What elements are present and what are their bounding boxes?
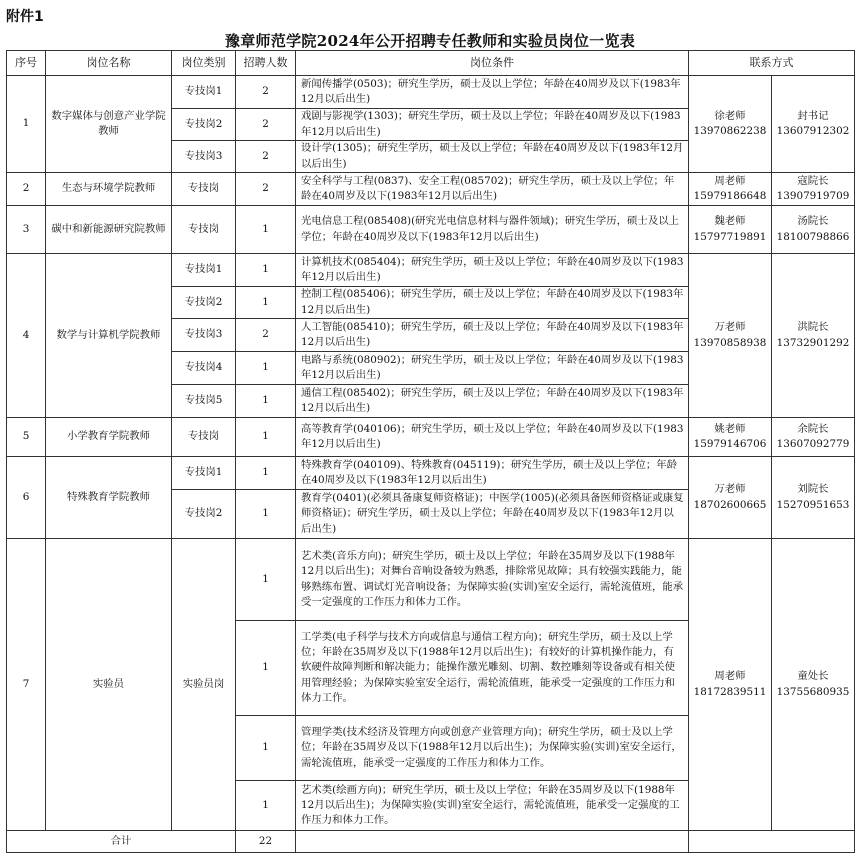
contact-1-cell — [689, 76, 772, 173]
contact-2-cell — [772, 173, 855, 206]
condition-cell: 电路与系统(080902)；研究生学历，硕士及以上学位；年龄在40周岁及以下(1983年12月以后出生) — [296, 352, 689, 385]
total-row — [7, 831, 855, 853]
condition-cell: 教育学(0401)(必须具备康复师资格证)；中医学(1005)(必须具备医师资格证或康复师资格证)；研究生学历，硕士及以上学位；年龄在40周岁及以下(1983年12月以后出生) — [296, 490, 689, 539]
header-row — [7, 51, 855, 76]
count-cell: 1 — [236, 539, 296, 621]
contact-name: 洪院长 — [797, 321, 829, 334]
contact-phone: 15979186648 — [693, 190, 767, 202]
seq-cell: 5 — [7, 418, 46, 457]
count-cell: 2 — [236, 141, 296, 173]
seq-cell: 7 — [7, 539, 46, 831]
type-cell: 专技岗 — [172, 206, 236, 254]
contact-phone: 13732901292 — [776, 336, 850, 349]
contact-phone: 15270951653 — [776, 498, 850, 511]
contact-2-cell — [772, 457, 855, 539]
table-row — [7, 76, 855, 109]
contact-1-cell — [689, 457, 772, 539]
contact-1-cell — [689, 539, 772, 831]
contact-name: 汤院长 — [797, 215, 829, 228]
table-title: 豫章师范学院2024年公开招聘专任教师和实验员岗位一览表 — [224, 32, 636, 50]
header-condition: 岗位条件 — [296, 51, 689, 76]
condition-cell: 通信工程(085402)；研究生学历，硕士及以上学位；年龄在40周岁及以下(1983年12月以后出生) — [296, 385, 689, 418]
contact-name: 周老师 — [714, 670, 746, 683]
attachment-label: 附件1 — [6, 9, 44, 25]
position-name-cell: 碳中和新能源研究院教师 — [46, 206, 172, 254]
contact-name: 万老师 — [714, 483, 746, 496]
contact-2-cell — [772, 206, 855, 254]
table-row — [7, 206, 855, 254]
type-cell: 专技岗 — [172, 418, 236, 457]
condition-cell: 安全科学与工程(0837)、安全工程(085702)；研究生学历，硕士及以上学位；年龄在40周岁及以下(1983年12月以后出生) — [296, 173, 689, 206]
seq-cell: 6 — [7, 457, 46, 539]
header-name: 岗位名称 — [46, 51, 172, 76]
seq-cell: 2 — [7, 173, 46, 206]
contact-name: 周老师 — [714, 174, 746, 187]
contact-phone: 18100798866 — [776, 230, 850, 243]
contact-name: 寇院长 — [797, 174, 829, 187]
contact-phone: 18172839511 — [693, 685, 767, 698]
condition-cell: 特殊教育学(040109)、特殊教育(045119)；研究生学历，硕士及以上学位；年龄在40周岁及以下(1983年12月以后出生) — [296, 457, 689, 490]
table-row — [7, 254, 855, 287]
condition-cell: 戏剧与影视学(1303)；研究生学历，硕士及以上学位；年龄在40周岁及以下(1983年12月以后出生) — [296, 109, 689, 141]
seq-cell: 1 — [7, 76, 46, 173]
header-seq: 序号 — [7, 51, 46, 76]
count-cell: 1 — [236, 418, 296, 457]
count-cell: 1 — [236, 254, 296, 287]
contact-2-cell — [772, 539, 855, 831]
contact-name: 刘院长 — [797, 483, 829, 496]
condition-cell: 高等教育学(040106)；研究生学历，硕士及以上学位；年龄在40周岁及以下(1983年12月以后出生) — [296, 418, 689, 457]
contact-1-cell — [689, 418, 772, 457]
condition-cell: 人工智能(085410)；研究生学历，硕士及以上学位；年龄在40周岁及以下(1983年12月以后出生) — [296, 319, 689, 352]
condition-cell: 设计学(1305)；研究生学历，硕士及以上学位；年龄在40周岁及以下(1983年12月以后出生) — [296, 141, 689, 173]
condition-cell: 艺术类(绘画方向)；研究生学历，硕士及以上学位；年龄在35周岁及以下(1988年12月以后出生)；为保障实验(实训)室安全运行，需轮流值班，能承受一定强度的工作压力和体力工作。 — [296, 781, 689, 831]
contact-2-cell — [772, 254, 855, 418]
position-name-cell: 小学教育学院教师 — [46, 418, 172, 457]
contact-phone: 13970862238 — [693, 125, 767, 137]
total-empty-cell — [689, 831, 855, 853]
condition-cell: 工学类(电子科学与技术方向或信息与通信工程方向)；研究生学历，硕士及以上学位；年龄在35周岁及以下(1988年12月以后出生)；有较好的计算机操作能力，有软硬件故障判断和解决能力；能操作激光雕刻、切割、数控雕刻等设备或有相关使用管理经验；为保障实验室安全运行，需轮流值班，能承受一定强度的工作压力和体力工作。 — [296, 621, 689, 716]
contact-phone: 15979146706 — [693, 438, 767, 450]
count-cell: 1 — [236, 621, 296, 716]
contact-phone: 15797719891 — [693, 230, 767, 243]
table-row — [7, 539, 855, 621]
contact-name: 万老师 — [714, 321, 746, 334]
type-cell: 实验员岗 — [172, 539, 236, 831]
count-cell: 1 — [236, 716, 296, 781]
type-cell: 专技岗3 — [172, 319, 236, 352]
contact-1-cell — [689, 206, 772, 254]
type-cell: 专技岗 — [172, 173, 236, 206]
seq-cell: 4 — [7, 254, 46, 418]
contact-phone: 18702600665 — [693, 498, 767, 511]
position-name-cell: 数学与计算机学院教师 — [46, 254, 172, 418]
count-cell: 2 — [236, 109, 296, 141]
contact-1-cell — [689, 173, 772, 206]
position-name-cell: 生态与环境学院教师 — [46, 173, 172, 206]
type-cell: 专技岗1 — [172, 254, 236, 287]
count-cell: 2 — [236, 76, 296, 109]
contact-name: 余院长 — [797, 422, 829, 435]
contact-name: 魏老师 — [714, 215, 746, 228]
type-cell: 专技岗1 — [172, 76, 236, 109]
type-cell: 专技岗3 — [172, 141, 236, 173]
table-row — [7, 457, 855, 490]
condition-cell: 管理学类(技术经济及管理方向或创意产业管理方向)；研究生学历，硕士及以上学位；年龄在35周岁及以下(1988年12月以后出生)；为保障实验(实训)室安全运行，需轮流值班，能承受一定强度的工作压力和体力工作。 — [296, 716, 689, 781]
type-cell: 专技岗2 — [172, 109, 236, 141]
count-cell: 1 — [236, 490, 296, 539]
type-cell: 专技岗2 — [172, 287, 236, 319]
table-row — [7, 173, 855, 206]
type-cell: 专技岗4 — [172, 352, 236, 385]
contact-phone: 13970858938 — [693, 336, 767, 349]
count-cell: 1 — [236, 781, 296, 831]
contact-phone: 13607092779 — [776, 438, 850, 450]
condition-cell: 艺术类(音乐方向)；研究生学历，硕士及以上学位；年龄在35周岁及以下(1988年12月以后出生)；对舞台音响设备较为熟悉，排除常见故障；具有较强实践能力，能够熟练布置、调试灯光音响设备；为保障实验(实训)室安全运行，需轮流值班，能承受一定强度的工作压力和体力工作。 — [296, 539, 689, 621]
count-cell: 1 — [236, 287, 296, 319]
contact-1-cell — [689, 254, 772, 418]
count-cell: 2 — [236, 173, 296, 206]
contact-phone: 13607912302 — [776, 125, 850, 137]
recruitment-table — [6, 50, 855, 853]
count-cell: 2 — [236, 319, 296, 352]
position-name-cell: 数字媒体与创意产业学院教师 — [46, 76, 172, 173]
contact-name: 姚老师 — [714, 422, 746, 435]
contact-phone: 13755680935 — [776, 685, 850, 698]
contact-name: 徐老师 — [714, 109, 746, 122]
condition-cell: 光电信息工程(085408)(研究光电信息材料与器件领域)；研究生学历，硕士及以上学位；年龄在40周岁及以下(1983年12月以后出生) — [296, 206, 689, 254]
type-cell: 专技岗1 — [172, 457, 236, 490]
contact-name: 童处长 — [797, 670, 829, 683]
header-type: 岗位类别 — [172, 51, 236, 76]
condition-cell: 新闻传播学(0503)；研究生学历，硕士及以上学位；年龄在40周岁及以下(1983年12月以后出生) — [296, 76, 689, 109]
table-row — [7, 418, 855, 457]
contact-name: 封书记 — [797, 109, 829, 122]
count-cell: 1 — [236, 457, 296, 490]
contact-2-cell — [772, 418, 855, 457]
count-cell: 1 — [236, 206, 296, 254]
position-name-cell: 实验员 — [46, 539, 172, 831]
position-name-cell: 特殊教育学院教师 — [46, 457, 172, 539]
condition-cell: 控制工程(085406)；研究生学历，硕士及以上学位；年龄在40周岁及以下(1983年12月以后出生) — [296, 287, 689, 319]
header-contact: 联系方式 — [689, 51, 855, 76]
type-cell: 专技岗5 — [172, 385, 236, 418]
total-label: 合计 — [7, 831, 236, 853]
type-cell: 专技岗2 — [172, 490, 236, 539]
total-count: 22 — [236, 831, 296, 853]
header-count: 招聘人数 — [236, 51, 296, 76]
count-cell: 1 — [236, 385, 296, 418]
condition-cell: 计算机技术(085404)；研究生学历，硕士及以上学位；年龄在40周岁及以下(1983年12月以后出生) — [296, 254, 689, 287]
count-cell: 1 — [236, 352, 296, 385]
contact-phone: 13907919709 — [776, 190, 850, 202]
contact-2-cell — [772, 76, 855, 173]
seq-cell: 3 — [7, 206, 46, 254]
total-empty-cell — [296, 831, 689, 853]
